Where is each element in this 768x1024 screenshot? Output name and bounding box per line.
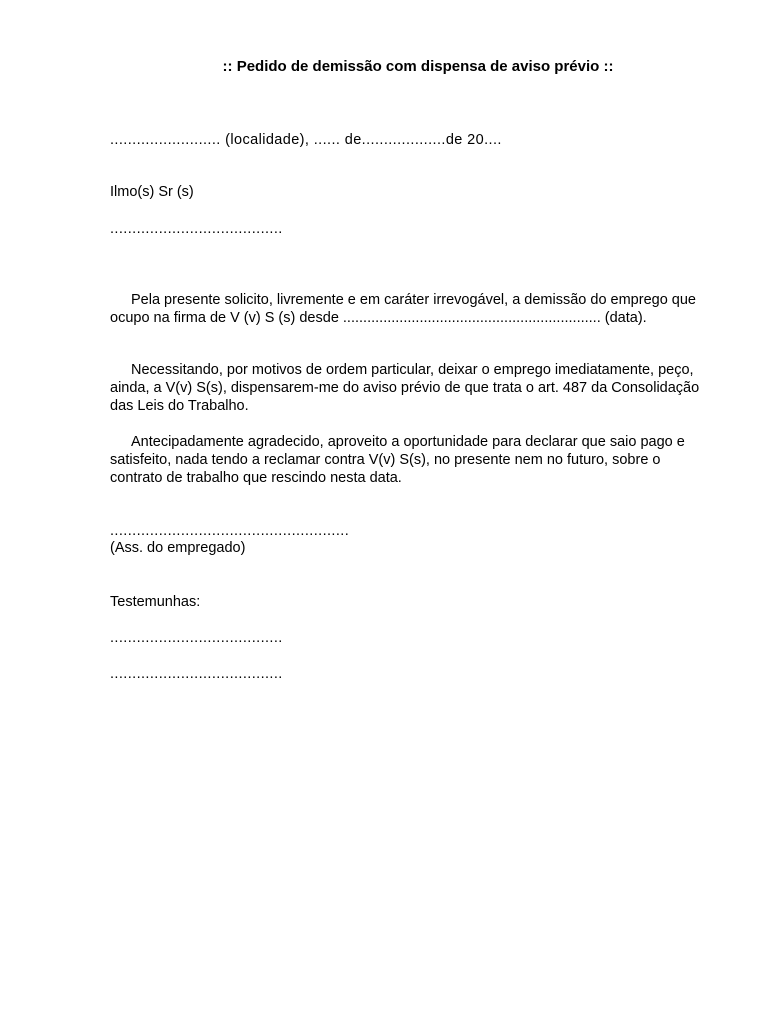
witnesses-label: Testemunhas: [110,594,201,610]
witness-signature-line-1: ....................................... [110,630,283,646]
salutation: Ilmo(s) Sr (s) [110,184,194,200]
paragraph-notice-waiver [110,361,710,415]
paragraph-text: Pela presente solicito, livremente e em caráter irrevogável, a demissão do emprego que ocupo na firma de V (v) S (s) desde ................................................................ (data). [110,292,696,326]
witness-signature-line-2: ....................................... [110,666,283,682]
employee-signature-line: ...................................................... [110,523,350,539]
date-location-line: ......................... (localidade), ...... de...................de 20.... [110,132,502,148]
paragraph-resignation [110,291,710,327]
addressee-blank-line: ....................................... [110,221,283,237]
paragraph-acknowledgement [110,433,710,487]
paragraph-text: Antecipadamente agradecido, aproveito a oportunidade para declarar que saio pago e satisfeito, nada tendo a reclamar contra V(v) S(s), no presente nem no futuro, sobre o contrato de trabalho que rescindo nesta data. [110,434,685,486]
employee-signature-label: (Ass. do empregado) [110,540,246,556]
paragraph-text: Necessitando, por motivos de ordem particular, deixar o emprego imediatamente, peço, ainda, a V(v) S(s), dispensarem-me do aviso prévio de que trata o art. 487 da Consolidação das Leis do Trabalho. [110,362,700,414]
document-title: :: Pedido de demissão com dispensa de aviso prévio :: [222,58,614,75]
